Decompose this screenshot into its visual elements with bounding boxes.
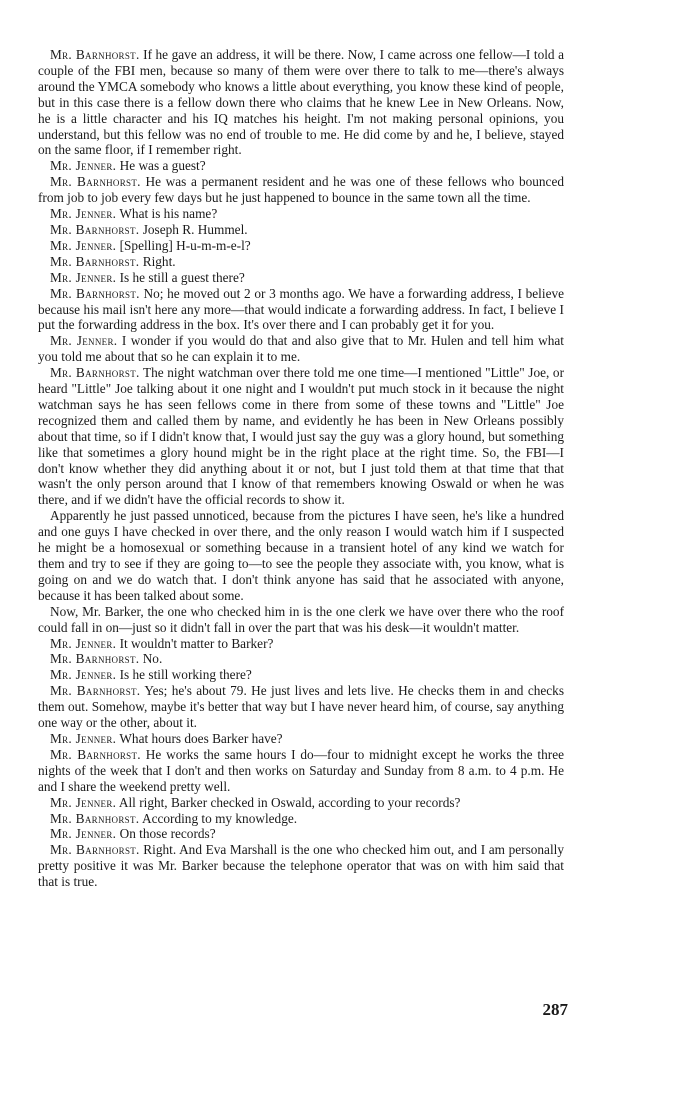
speech-text: Is he still working there?: [119, 667, 252, 683]
page-number: 287: [542, 1000, 568, 1019]
speech-text: No; he moved out 2 or 3 months ago. We have a forwarding address, I believe because his mail isn't here any more—that would indicate a forwarding address. In fact, I believe I put the forwarding address in the box. It's over there and I can probably get it for you.: [38, 285, 565, 333]
speech-text: [Spelling] H-u-m-m-e-l?: [119, 237, 251, 253]
transcript-paragraph: [38, 254, 564, 270]
speaker-label: Mr. Barnhorst.: [50, 174, 141, 190]
speech-text: The night watchman over there told me one time—I mentioned "Little" Joe, or heard "Little" Joe talking about it one night and I wouldn't put much stock in it because the night watchman says he has seen fellows come in there from some of these towns and "Little" Joe recognized them and called them by name, and evidently he has been in New Orleans possibly about that time, so if I didn't know that, I would just say the guy was a glory hound, but something like that sometimes a glory hound might be in the right place at the right time. So, the FBI—I don't know whether they did anything about it or not, but I just told them at that time that that wasn't the only person around that I know of that remembers knowing Oswald or when he was there, and if we didn't have the official records to show it.: [38, 365, 564, 508]
transcript-paragraph: [38, 222, 564, 238]
transcript-paragraph: [38, 206, 564, 222]
speech-text: All right, Barker checked in Oswald, according to your records?: [118, 794, 461, 810]
speech-text: I wonder if you would do that and also give that to Mr. Hulen and tell him what you told me about that so he can explain it to me.: [38, 333, 564, 365]
speaker-label: Mr. Barnhorst.: [50, 683, 141, 699]
speaker-label: Mr. Jenner.: [50, 667, 117, 683]
speech-text: It wouldn't matter to Barker?: [119, 635, 274, 651]
speaker-label: Mr. Barnhorst.: [50, 746, 141, 762]
speaker-label: Mr. Barnhorst.: [50, 253, 140, 269]
speech-text: He was a guest?: [119, 158, 206, 174]
speaker-label: Mr. Barnhorst.: [50, 285, 140, 301]
speaker-label: Mr. Barnhorst.: [50, 651, 140, 667]
transcript-paragraph: [38, 811, 564, 827]
speaker-label: Mr. Jenner.: [50, 794, 117, 810]
transcript-paragraph: [38, 651, 564, 667]
speaker-label: Mr. Jenner.: [50, 635, 117, 651]
speech-text: Now, Mr. Barker, the one who checked him in is the one clerk we have over there who the roof could fall in on—just so it didn't fall in over the part that was his desk—it wouldn't matter.: [38, 603, 564, 635]
speech-text: On those records?: [119, 826, 216, 842]
speech-text: Right.: [142, 253, 176, 269]
transcript-paragraph: [38, 508, 564, 603]
speaker-label: Mr. Barnhorst.: [50, 47, 140, 62]
transcript-paragraph: [38, 747, 564, 795]
speech-text: What is his name?: [119, 206, 218, 222]
speaker-label: Mr. Jenner.: [50, 730, 117, 746]
transcript-paragraph: [38, 795, 564, 811]
speaker-label: Mr. Jenner.: [50, 333, 118, 349]
speech-text: Right. And Eva Marshall is the one who checked him out, and I am personally pretty positive it was Mr. Barker because the telephone operator that was on with him said that that is true.: [38, 842, 564, 890]
transcript-paragraph: [38, 842, 564, 890]
speech-text: He works the same hours I do—four to midnight except he works the three nights of the week that I don't and then works on Saturday and Sunday from 8 a.m. to 4 p.m. He and I share the weekend pretty well.: [38, 746, 565, 794]
transcript-paragraph: [38, 47, 564, 158]
speech-text: Joseph R. Hummel.: [142, 221, 248, 237]
speech-text: No.: [142, 651, 163, 667]
transcript-paragraph: [38, 270, 564, 286]
transcript-paragraph: [38, 826, 564, 842]
transcript-paragraph: [38, 238, 564, 254]
speaker-label: Mr. Jenner.: [50, 206, 117, 222]
speech-text: What hours does Barker have?: [119, 730, 283, 746]
speech-text: If he gave an address, it will be there. Now, I came across one fellow—I told a couple of the FBI men, because so many of them were over there to talk to me—there's always around the YMCA somebody who knows a little about everything, you know these kind of people, but in this case there is a fellow down there who claims that he knew Lee in New Orleans. Now, he is a little character and his IQ matches his height. I'm not making personal opinions, you understand, but this fellow was no end of trouble to me. He did come by and he, I believe, stayed on the same floor, if I remember right.: [38, 47, 565, 158]
speech-text: Yes; he's about 79. He just lives and lets live. He checks them in and checks them out. Somehow, maybe it's better that way but I have never heard him, of course, say anything one way or the other, about it.: [38, 683, 565, 731]
speaker-label: Mr. Jenner.: [50, 237, 117, 253]
speaker-label: Mr. Barnhorst.: [50, 221, 140, 237]
speaker-label: Mr. Jenner.: [50, 158, 117, 174]
speech-text: He was a permanent resident and he was one of these fellows who bounced from job to job every few days but he just happened to bounce in the same town all the time.: [38, 174, 565, 206]
speaker-label: Mr. Barnhorst.: [50, 842, 140, 858]
speaker-label: Mr. Barnhorst.: [50, 810, 140, 826]
transcript-paragraph: [38, 667, 564, 683]
transcript-paragraph: [38, 731, 564, 747]
transcript-paragraph: [38, 174, 564, 206]
transcript-paragraph: [38, 158, 564, 174]
speaker-label: Mr. Jenner.: [50, 826, 117, 842]
speech-text: Apparently he just passed unnoticed, because from the pictures I have seen, he's like a hundred and one guys I have checked in over there, and the only reason I would watch him if I suspected he might be a homosexual or something because in a transient hotel of any kind we watch for them and try to see if they are going to—to see the people they associate with, you know, what is going on and we do watch that. I don't think anyone has said that he associated with anyone, because it has been talked about some.: [38, 508, 564, 603]
transcript-paragraph: [38, 286, 564, 334]
speaker-label: Mr. Barnhorst.: [50, 365, 140, 381]
transcript-paragraph: [38, 683, 564, 731]
speech-text: According to my knowledge.: [141, 810, 298, 826]
transcript-paragraph: [38, 333, 564, 365]
speech-text: Is he still a guest there?: [119, 269, 245, 285]
transcript-paragraph: [38, 365, 564, 508]
transcript-paragraph: [38, 604, 564, 636]
transcript-body: [38, 47, 564, 890]
speaker-label: Mr. Jenner.: [50, 269, 117, 285]
transcript-paragraph: [38, 636, 564, 652]
